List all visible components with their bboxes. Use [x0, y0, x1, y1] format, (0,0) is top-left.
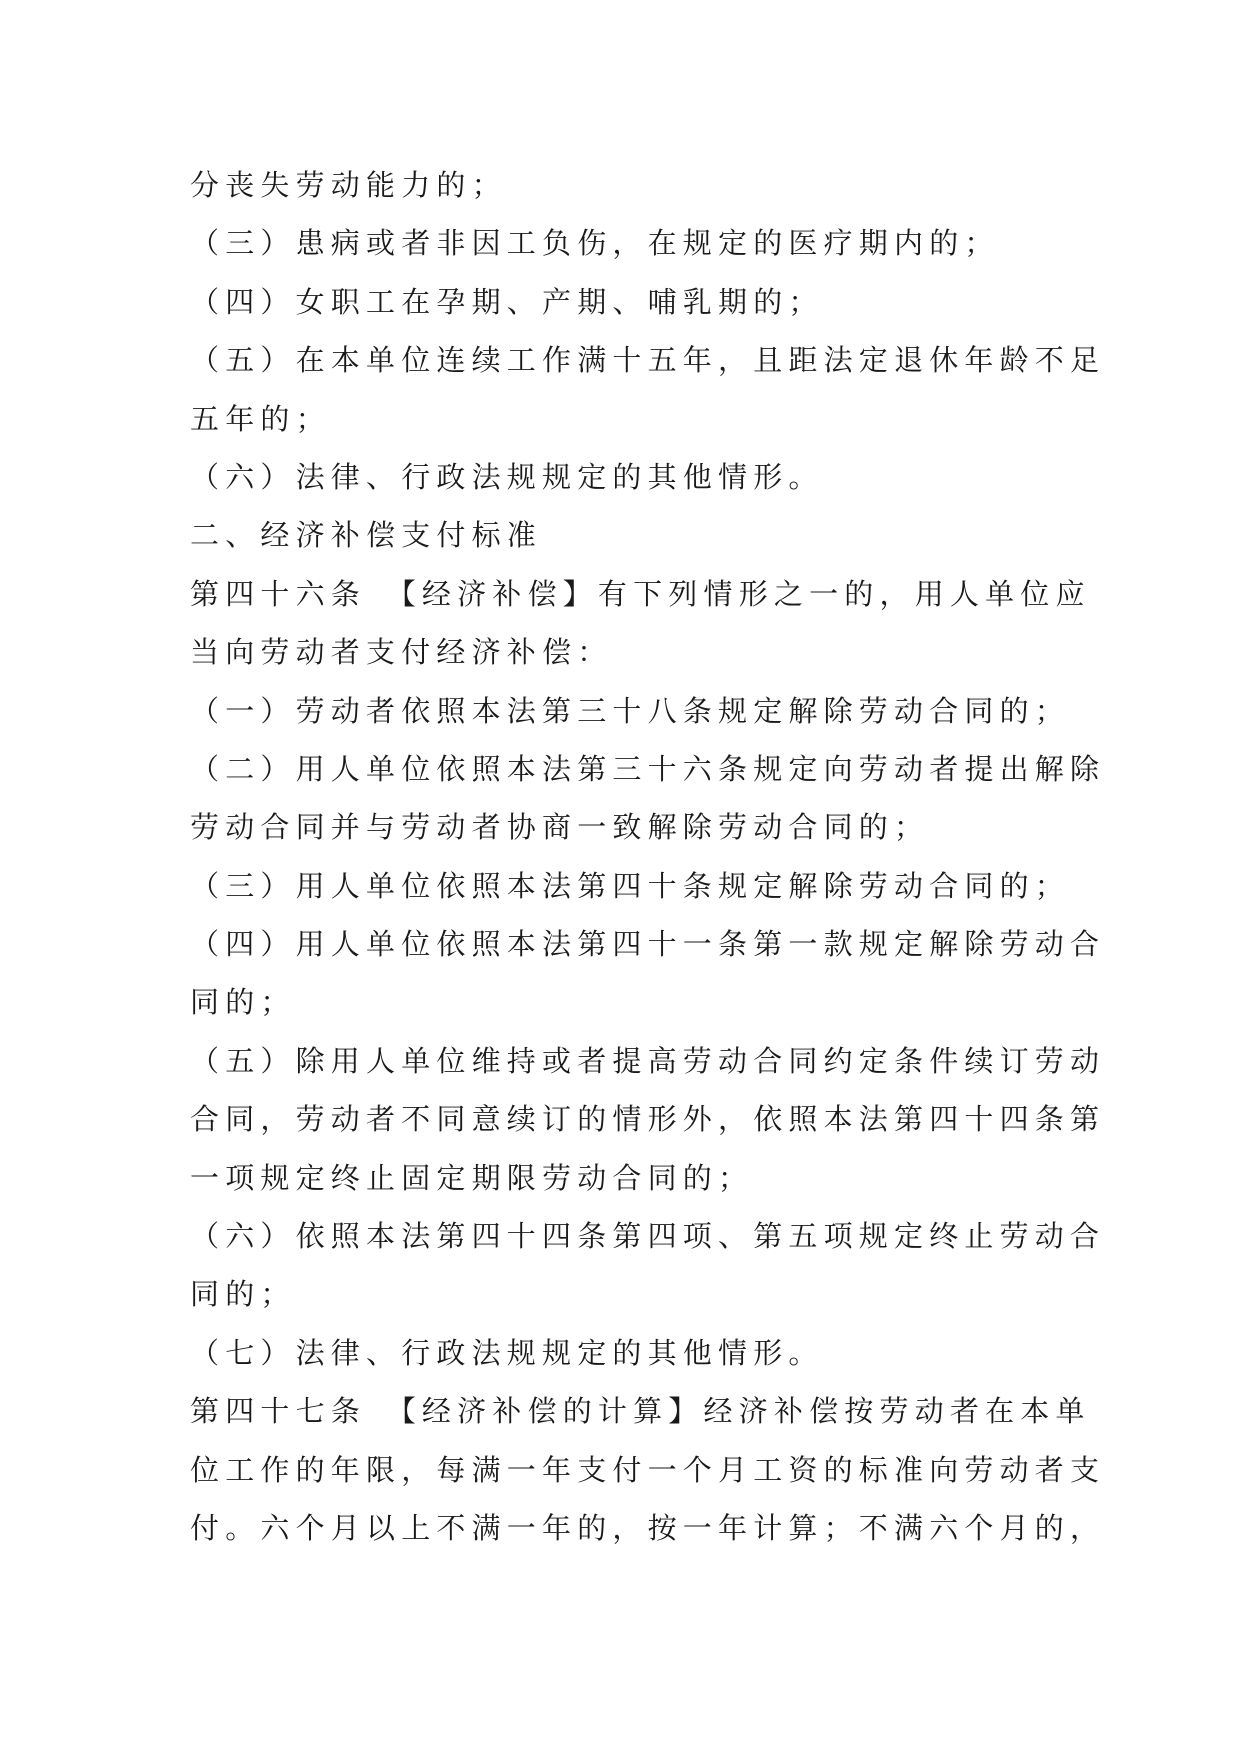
text-line: 同的；	[190, 985, 296, 1020]
text-line: （三）用人单位依照本法第四十条规定解除劳动合同的；	[190, 868, 1071, 903]
text-line: 付。六个月以上不满一年的，按一年计算；不满六个月的，	[190, 1510, 1106, 1545]
text-line: 五年的；	[190, 401, 331, 436]
article-46-heading: 第四十六条 【经济补偿】有下列情形之一的，用人单位应	[190, 576, 1091, 611]
text-line: 合同，劳动者不同意续订的情形外，依照本法第四十四条第	[190, 1102, 1106, 1137]
document-body	[190, 156, 1106, 1557]
text-line: （七）法律、行政法规规定的其他情形。	[190, 1335, 824, 1370]
text-line: （一）劳动者依照本法第三十八条规定解除劳动合同的；	[190, 693, 1071, 728]
text-line: （四）用人单位依照本法第四十一条第一款规定解除劳动合	[190, 927, 1106, 962]
text-line: 一项规定终止固定期限劳动合同的；	[190, 1160, 754, 1195]
text-line: （五）在本单位连续工作满十五年，且距法定退休年龄不足	[190, 343, 1106, 378]
text-line: 位工作的年限，每满一年支付一个月工资的标准向劳动者支	[190, 1452, 1106, 1487]
article-47-heading: 第四十七条 【经济补偿的计算】经济补偿按劳动者在本单	[190, 1394, 1091, 1429]
text-line: 当向劳动者支付经济补偿：	[190, 635, 613, 670]
text-line: （六）法律、行政法规规定的其他情形。	[190, 459, 824, 494]
text-line: （三）患病或者非因工负伤，在规定的医疗期内的；	[190, 226, 1000, 261]
text-line: 同的；	[190, 1277, 296, 1312]
text-line: （二）用人单位依照本法第三十六条规定向劳动者提出解除	[190, 751, 1106, 786]
text-line: （五）除用人单位维持或者提高劳动合同约定条件续订劳动	[190, 1043, 1106, 1078]
text-line: 分丧失劳动能力的；	[190, 168, 507, 202]
section-heading: 二、经济补偿支付标准	[190, 518, 543, 553]
text-line: （四）女职工在孕期、产期、哺乳期的；	[190, 284, 824, 319]
text-line: （六）依照本法第四十四条第四项、第五项规定终止劳动合	[190, 1219, 1106, 1254]
text-line: 劳动合同并与劳动者协商一致解除劳动合同的；	[190, 810, 930, 845]
